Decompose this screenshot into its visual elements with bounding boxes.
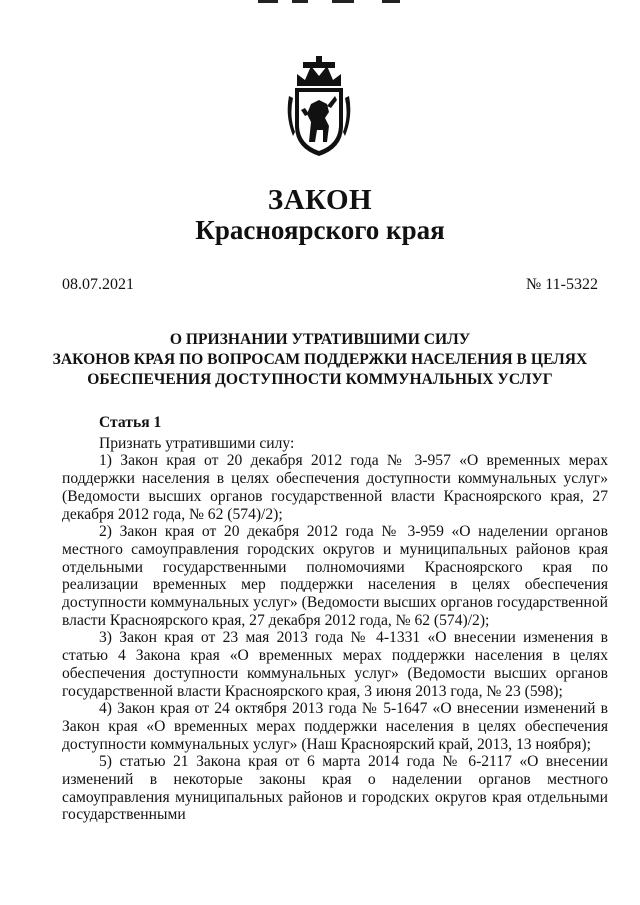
document-body — [62, 414, 608, 824]
article-intro: Признать утратившими силу: — [99, 434, 295, 452]
law-heading-line: О ПРИЗНАНИИ УТРАТИВШИМИ СИЛУ — [169, 331, 471, 348]
document-subtitle: Красноярского края — [195, 215, 445, 245]
list-item: 2) Закон края от 20 декабря 2012 года № 3-959 «О наделении органов местного самоуправления городских округов и муниципальных районов края отдельными государственными полномочиями Красноярского края по реализации временных мер поддержки населения в целях обеспечения доступности коммунальных услуг» (Ведомости высших органов государственной власти Красноярского края, 27 декабря 2012 года, № 62 (574)/2); — [62, 523, 608, 629]
list-item: 5) статью 21 Закона края от 6 марта 2014 года № 6-2117 «О внесении изменений в некоторые законы края о наделении органов местного самоуправления муниципальных районов и городских округов края отдельными государственными — [62, 753, 608, 824]
law-heading-line: ОБЕСПЕЧЕНИЯ ДОСТУПНОСТИ КОММУНАЛЬНЫХ УСЛУГ — [87, 371, 553, 388]
document-number: № 11-5322 — [526, 276, 598, 293]
document-date: 08.07.2021 — [62, 276, 134, 293]
krasnoyarsk-coat-of-arms-icon — [283, 56, 355, 160]
law-heading-line: ЗАКОНОВ КРАЯ ПО ВОПРОСАМ ПОДДЕРЖКИ НАСЕЛЕНИЯ В ЦЕЛЯХ — [52, 351, 588, 368]
law-heading — [0, 330, 640, 390]
page-top-marks — [258, 0, 408, 4]
list-item: 4) Закон края от 24 октября 2013 года № 5-1647 «О внесении изменений в Закон края «О временных мерах поддержки населения в целях обеспечения доступности коммунальных услуг» (Наш Красноярский край, 2013, 13 ноября); — [62, 700, 608, 753]
list-item: 1) Закон края от 20 декабря 2012 года № 3-957 «О временных мерах поддержки населения в целях обеспечения доступности коммунальных услуг» (Ведомости высших органов государственной власти Красноярского края, 27 декабря 2012 года, № 62 (574)/2); — [62, 452, 608, 523]
document-title: ЗАКОН — [267, 184, 373, 216]
list-item: 3) Закон края от 23 мая 2013 года № 4-1331 «О внесении изменения в статью 4 Закона края «О временных мерах поддержки населения в целях обеспечения доступности коммунальных услуг» (Ведомости высших органов государственной власти Красноярского края, 3 июня 2013 года, № 23 (598); — [62, 629, 608, 700]
article-title: Статья 1 — [99, 414, 162, 431]
